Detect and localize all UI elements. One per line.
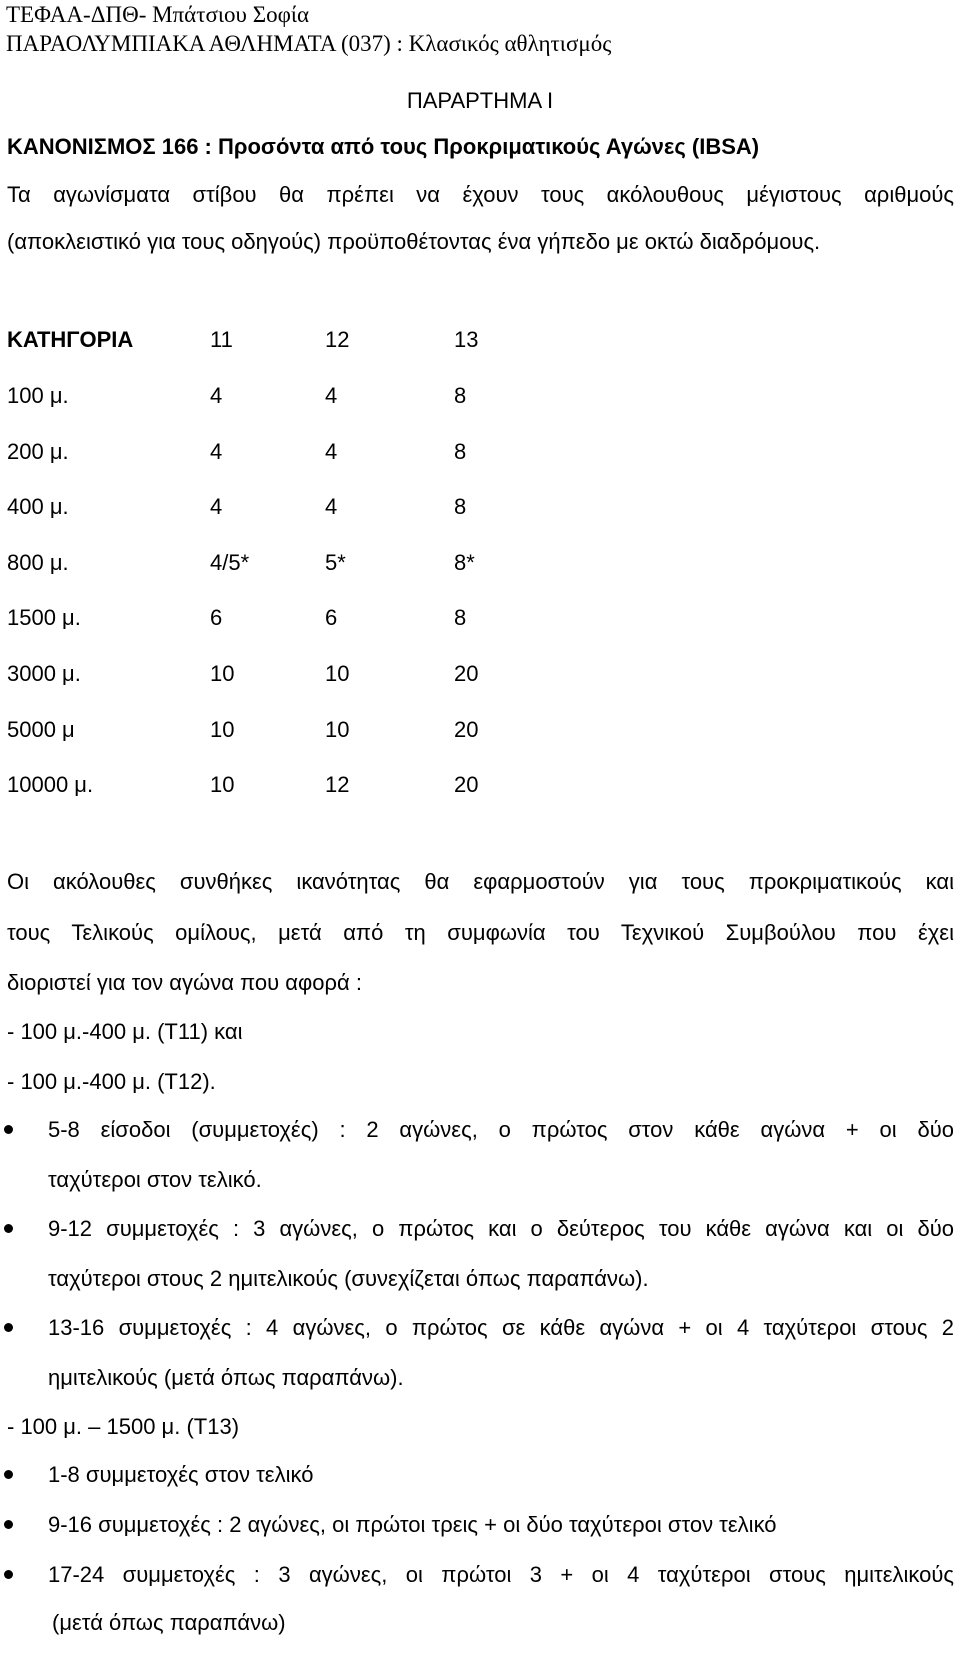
- table-row-event: 1500 μ.: [7, 605, 81, 630]
- table-cell: 20: [454, 661, 479, 686]
- intro-line-2: (αποκλειστικό για τους οδηγούς) προϋποθέτοντας ένα γήπεδο με οκτώ διαδρόμους.: [7, 229, 821, 254]
- list-item-line-1: 5-8 είσοδοι (συμμετοχές) : 2 αγώνες, ο πρώτος στον κάθε αγώνα + οι δύο: [48, 1117, 954, 1142]
- list-item-line-2: ημιτελικούς (μετά όπως παραπάνω).: [48, 1365, 404, 1390]
- table-row-event: 100 μ.: [7, 383, 69, 408]
- table-header-13: 13: [454, 327, 479, 352]
- table-cell: 6: [325, 605, 338, 630]
- list-item-line-1: 17-24 συμμετοχές : 3 αγώνες, οι πρώτοι 3 + οι 4 ταχύτεροι στους ημιτελικούς: [48, 1562, 954, 1587]
- bullet-icon: [4, 1570, 13, 1579]
- table-cell: 8*: [454, 550, 475, 575]
- regulation-title: ΚΑΝΟΝΙΣΜΟΣ 166 : Προσόντα από τους Προκριματικούς Αγώνες (IBSA): [7, 134, 760, 159]
- table-cell: 20: [454, 717, 479, 742]
- dash-item-t12: - 100 μ.-400 μ. (Τ12).: [7, 1069, 216, 1094]
- document-header-line-1: ΤΕΦΑΑ-ΔΠΘ- Μπάτσιου Σοφία: [6, 2, 310, 27]
- list-item-line-2: ταχύτεροι στον τελικό.: [48, 1167, 262, 1192]
- list-item-line-1: 9-12 συμμετοχές : 3 αγώνες, ο πρώτος και ο δεύτερος του κάθε αγώνα και οι δύο: [48, 1216, 954, 1241]
- table-cell: 8: [454, 383, 467, 408]
- table-header-11: 11: [210, 327, 233, 352]
- table-cell: 8: [454, 605, 467, 630]
- table-cell: 12: [325, 772, 350, 797]
- list-item-line-2: (μετά όπως παραπάνω): [52, 1610, 286, 1635]
- list-item-line-1: 1-8 συμμετοχές στον τελικό: [48, 1462, 314, 1487]
- table-header-category: ΚΑΤΗΓΟΡΙΑ: [7, 327, 134, 352]
- list-item-line-1: 13-16 συμμετοχές : 4 αγώνες, ο πρώτος σε κάθε αγώνα + οι 4 ταχύτεροι στους 2: [48, 1315, 954, 1340]
- table-cell: 6: [210, 605, 223, 630]
- table-header-12: 12: [325, 327, 350, 352]
- annex-title: ΠΑΡΑΡΤΗΜΑ Ι: [406, 88, 554, 113]
- conditions-line-1: Οι ακόλουθες συνθήκες ικανότητας θα εφαρμοστούν για τους προκριματικούς και: [7, 869, 954, 894]
- table-cell: 4: [325, 494, 338, 519]
- dash-item-t11: - 100 μ.-400 μ. (Τ11) και: [7, 1019, 243, 1044]
- table-cell: 10: [325, 717, 350, 742]
- bullet-icon: [4, 1470, 13, 1479]
- table-cell: 4: [210, 383, 223, 408]
- table-row-event: 10000 μ.: [7, 772, 94, 797]
- bullet-icon: [4, 1323, 13, 1332]
- table-cell: 4: [325, 383, 338, 408]
- conditions-line-3: διοριστεί για τον αγώνα που αφορά :: [7, 970, 362, 995]
- table-cell: 10: [325, 661, 350, 686]
- intro-line-1: Τα αγωνίσματα στίβου θα πρέπει να έχουν τους ακόλουθους μέγιστους αριθμούς: [7, 182, 954, 207]
- list-item-line-2: ταχύτεροι στους 2 ημιτελικούς (συνεχίζεται όπως παραπάνω).: [48, 1266, 649, 1291]
- table-row-event: 400 μ.: [7, 494, 69, 519]
- list-item-line-1: 9-16 συμμετοχές : 2 αγώνες, οι πρώτοι τρεις + οι δύο ταχύτεροι στον τελικό: [48, 1512, 777, 1537]
- table-row-event: 200 μ.: [7, 439, 69, 464]
- table-cell: 4: [210, 494, 223, 519]
- table-cell: 8: [454, 494, 467, 519]
- bullet-icon: [4, 1125, 13, 1134]
- bullet-icon: [4, 1520, 13, 1529]
- table-cell: 4: [210, 439, 223, 464]
- conditions-line-2: τους Τελικούς ομίλους, μετά από τη συμφωνία του Τεχνικού Συμβούλου που έχει: [7, 920, 954, 945]
- table-cell: 5*: [325, 550, 346, 575]
- table-cell: 10: [210, 772, 235, 797]
- bullet-icon: [4, 1224, 13, 1233]
- table-cell: 4/5*: [210, 550, 250, 575]
- table-cell: 8: [454, 439, 467, 464]
- dash-item-t13: - 100 μ. – 1500 μ. (Τ13): [7, 1414, 240, 1439]
- document-header-line-2: ΠΑΡΑΟΛΥΜΠΙΑΚΑ ΑΘΛΗΜΑΤΑ (037) : Κλασικός αθλητισμός: [6, 31, 612, 56]
- table-row-event: 800 μ.: [7, 550, 69, 575]
- table-cell: 20: [454, 772, 479, 797]
- table-cell: 4: [325, 439, 338, 464]
- table-cell: 10: [210, 717, 235, 742]
- table-row-event: 3000 μ.: [7, 661, 81, 686]
- table-cell: 10: [210, 661, 235, 686]
- table-row-event: 5000 μ: [7, 717, 75, 742]
